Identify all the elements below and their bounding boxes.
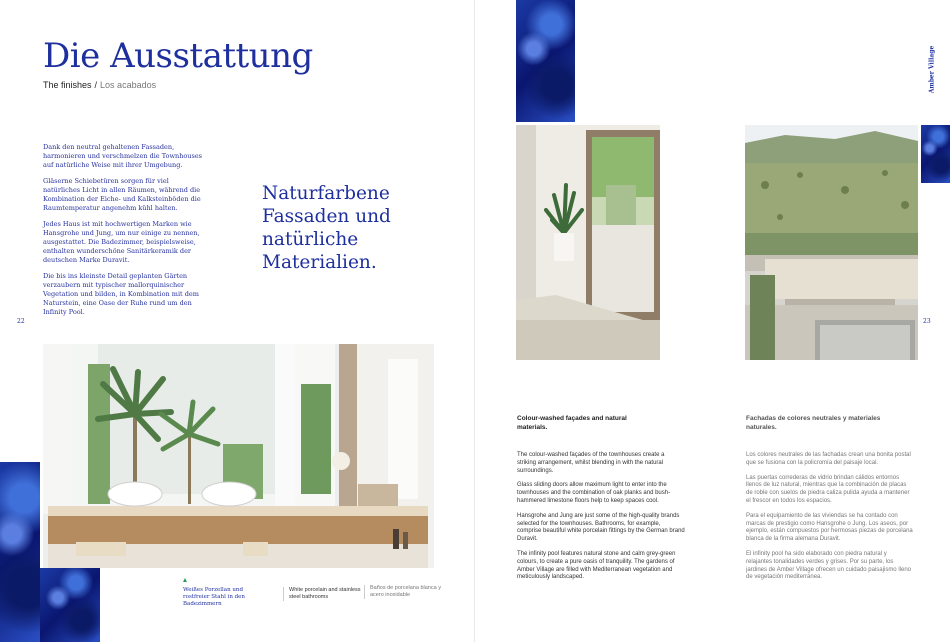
body-paragraph: The infinity pool features natural stone and calm grey-green colours, to create a pure oasis of tranquility. The gardens of Amber Village are filled with Mediterranean vegetation and meticulously landscaped. (517, 550, 676, 581)
brand-name: Amber Village (928, 45, 936, 94)
brand-vertical (927, 42, 935, 97)
spanish-heading: Fachadas de colores neutrales y materiales naturales. (746, 415, 881, 431)
blue-texture-swatch (40, 568, 100, 642)
bathroom-photo (43, 344, 434, 568)
caption-es: Baños de porcelana blanca y acero inoxidable (364, 585, 445, 599)
subtitle-es: Los acabados (100, 80, 157, 90)
body-paragraph: El infinity pool ha sido elaborado con piedra natural y relajantes tonalidades verdes y grises. Por su parte, los jardines de Amber Village ofrecen un cuidado paisajismo lleno de vegetación mediterránea. (746, 550, 911, 581)
caption-en: White porcelain and stainless steel bathrooms (283, 587, 361, 601)
blue-texture-swatch (516, 0, 575, 122)
caption-de: Weißes Porzellan und rostfreier Stahl in den Badezimmern (183, 587, 245, 607)
body-paragraph: Dank den neutral gehaltenen Fassaden, harmonieren und verschmelzen die Townhouses auf natürliche Weise mit ihrer Umgebung. (43, 143, 203, 169)
caption-marker (183, 578, 187, 582)
page-number-left: 22 (17, 318, 25, 325)
blue-texture-swatch (921, 125, 950, 183)
page-subtitle (43, 80, 156, 90)
blue-texture-swatch (0, 462, 40, 642)
body-paragraph: Hansgrohe and Jung are just some of the high-quality brands selected for the townhouses. Bathrooms, for example, comprise beautiful white porcelain fittings by the German brand Duravit. (517, 512, 685, 543)
german-body-text (43, 143, 206, 324)
subtitle-separator: / (94, 80, 98, 90)
pull-quote: Naturfarbene Fassaden und natürliche Materialien. (262, 183, 391, 273)
english-heading: Colour-washed façades and natural materials. (517, 415, 627, 431)
body-paragraph: Las puertas correderas de vidrio brindan cálidos entornos llenos de luz natural, mientras que la combinación de placas de roble con suelos de piedra caliza pulida ayuda a mantener el frescor en todos los espacios. (746, 474, 910, 504)
body-paragraph: Para el equipamiento de las viviendas se ha contado con marcas de prestigio como Hansgrohe o Jung. Los aseos, por ejemplo, están compuestos por hermosas piezas de porcelana blanca de la firma alemana Duravit. (746, 512, 913, 543)
english-body-text (517, 452, 685, 589)
body-paragraph: Gläserne Schiebetüren sorgen für viel natürliches Licht in allen Räumen, während die Kombination der Eiche- und Kalksteinböden die Raumtemperatur angenehm kühl halten. (43, 177, 201, 212)
body-paragraph: Los colores neutrales de las fachadas crean una bonita postal que se fusiona con la policromía del paisaje local. (746, 452, 911, 466)
body-paragraph: Die bis ins kleinste Detail geplanten Gärten verzaubern mit typischer mallorquinischer Vegetation und bilden, in Kombination mit dem Naturstein, eine Oase der Ruhe rund um den Infinity Pool. (43, 272, 199, 316)
body-paragraph: Jedes Haus ist mit hochwertigen Marken wie Hansgrohe und Jung, um nur einige zu nennen, ausgestattet. Die Badezimmer, beispielsweise, enthalten wunderschöne Sanitärkeramik der deutschen Marke Duravit. (43, 220, 200, 264)
body-paragraph: The colour-washed façades of the townhouses create a striking arrangement, whilst blending in with the natural surroundings. (517, 452, 665, 474)
subtitle-en: The finishes (43, 80, 92, 90)
page-number-right: 23 (923, 318, 931, 325)
page-divider (474, 0, 475, 642)
terrace-photo (745, 125, 918, 360)
page-title: Die Ausstattung (43, 36, 313, 76)
spanish-body-text (746, 452, 914, 589)
interior-photo (516, 125, 660, 360)
body-paragraph: Glass sliding doors allow maximum light to enter into the townhouses and the combination of oak planks and bush-hammered limestone floors help to keep spaces cool. (517, 482, 671, 504)
